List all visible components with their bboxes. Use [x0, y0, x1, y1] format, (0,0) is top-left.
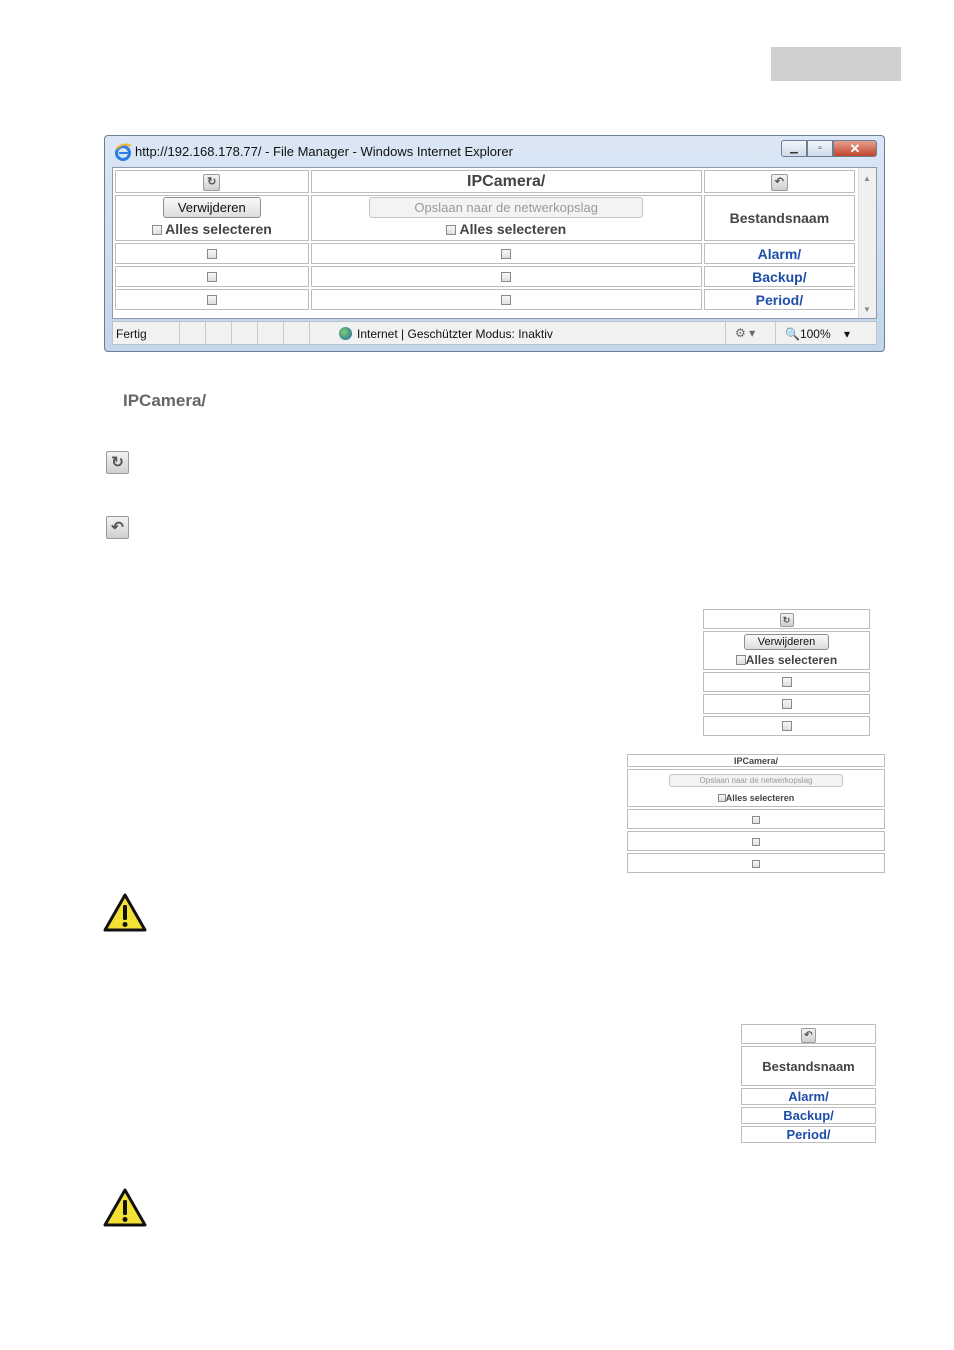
zoom-level: 100% [799, 327, 831, 341]
status-text: Fertig [116, 327, 147, 341]
save-to-nas-button[interactable]: Opslaan naar de netwerkopslag [369, 197, 643, 218]
refresh-icon[interactable]: ↻ [203, 174, 220, 191]
save-checkbox[interactable] [501, 272, 511, 282]
checkbox [752, 838, 760, 846]
checkbox [782, 677, 792, 687]
back-icon[interactable]: ↶ [771, 174, 788, 191]
file-link-alarm[interactable]: Alarm/ [757, 245, 802, 262]
file-link-period: Period/ [786, 1127, 831, 1142]
back-icon: ↶ [106, 516, 129, 539]
page-tab-marker [771, 47, 901, 81]
checkbox [782, 699, 792, 709]
folder-label: IPCamera/ [123, 391, 207, 410]
protected-mode-icon[interactable]: ⚙ ▾ [735, 326, 756, 340]
warning-icon [103, 1188, 147, 1228]
delete-checkbox[interactable] [207, 272, 217, 282]
back-icon: ↶ [801, 1028, 816, 1043]
save-checkbox[interactable] [501, 249, 511, 259]
checkbox [752, 860, 760, 868]
file-link-backup: Backup/ [783, 1108, 834, 1123]
folder-header: IPCamera/ [311, 170, 702, 193]
select-all-label: Alles selecteren [725, 793, 795, 803]
ie-window [104, 135, 885, 352]
maximize-button[interactable]: ▫ [807, 140, 833, 157]
select-all-checkbox [718, 794, 726, 802]
file-link-period[interactable]: Period/ [755, 291, 804, 308]
select-all-label: Alles selecteren [459, 221, 567, 237]
warning-icon [103, 893, 147, 933]
filename-header: Bestandsnaam [741, 1046, 876, 1086]
status-bar [112, 321, 877, 345]
minimize-button[interactable]: ▁ [781, 140, 807, 157]
select-all-delete-checkbox[interactable] [152, 225, 162, 235]
checkbox [782, 721, 792, 731]
save-to-nas-button: Opslaan naar de netwerkopslag [669, 774, 844, 787]
refresh-icon: ↻ [780, 613, 794, 627]
close-button[interactable]: ✕ [833, 140, 877, 157]
ie-logo-icon [114, 143, 132, 161]
delete-column-crop [701, 607, 872, 738]
browser-content [112, 167, 877, 319]
scroll-down-icon[interactable]: ▼ [863, 305, 871, 314]
filename-column-crop [739, 1022, 878, 1145]
zone-text: Internet | Geschützter Modus: Inaktiv [357, 327, 553, 341]
delete-checkbox[interactable] [207, 295, 217, 305]
select-all-label: Alles selecteren [745, 653, 838, 667]
window-title: http://192.168.178.77/ - File Manager - Windows Internet Explorer [135, 144, 513, 159]
file-link-backup[interactable]: Backup/ [752, 268, 807, 285]
filename-header: Bestandsnaam [704, 195, 855, 241]
select-all-save-checkbox[interactable] [446, 225, 456, 235]
globe-icon [339, 327, 352, 340]
checkbox [752, 816, 760, 824]
delete-checkbox[interactable] [207, 249, 217, 259]
vertical-scrollbar[interactable] [858, 168, 876, 318]
zoom-control[interactable]: 🔍100% ▾ [785, 327, 851, 341]
save-column-crop [625, 752, 887, 875]
delete-button: Verwijderen [744, 634, 829, 650]
scroll-up-icon[interactable]: ▲ [863, 174, 871, 183]
folder-header: IPCamera/ [627, 754, 885, 767]
refresh-icon: ↻ [106, 451, 129, 474]
select-all-label: Alles selecteren [165, 221, 272, 237]
file-manager-table [113, 168, 857, 312]
select-all-checkbox [736, 655, 746, 665]
delete-button[interactable]: Verwijderen [163, 197, 261, 218]
file-link-alarm: Alarm/ [788, 1089, 829, 1104]
save-checkbox[interactable] [501, 295, 511, 305]
